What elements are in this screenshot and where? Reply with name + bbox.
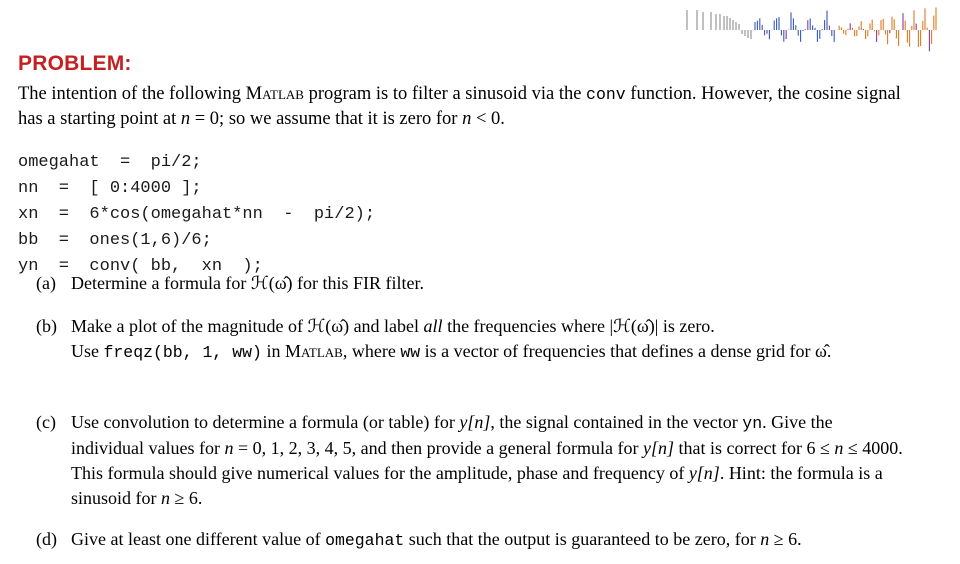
problem-intro: The intention of the following Matlab program is to filter a sinusoid via the conv function. However, the cosine signal has a starting point at n = 0; so we assume that it is zero for n < 0. (18, 84, 901, 129)
problem-heading: PROBLEM: (18, 52, 132, 75)
code-line: xn = 6*cos(omegahat*nn - pi/2); (18, 205, 376, 224)
signal-stem-plot-logo (683, 0, 941, 54)
matlab-name: Matlab (245, 84, 304, 104)
question-a: (a) Determine a formula for ℋ(ω̂) for this FIR filter. (36, 271, 904, 296)
omegahat-keyword: omegahat (325, 531, 405, 550)
question-label: (b) (36, 316, 57, 336)
question-label: (a) (36, 273, 56, 293)
code-line: bb = ones(1,6)/6; (18, 231, 212, 250)
question-label: (c) (36, 412, 56, 432)
freq-response-symbol: ℋ(ω̂) (250, 273, 293, 293)
code-line: nn = [ 0:4000 ]; (18, 179, 202, 198)
question-c: (c) Use convolution to determine a formula (or table) for y[n], the signal contained in the vector yn. Give the individual values for n = 0, 1, 2, 3, 4, 5, and then provide a general formula for y[n] that is correct for 6 ≤ n ≤ 4000. This formula should give numerical values for the amplitude, phase and frequency of y[n]. Hint: the formula is a sinusoid for n ≥ 6. (36, 412, 903, 508)
code-line: omegahat = pi/2; (18, 153, 202, 172)
freqz-call: freqz(bb, 1, ww) (103, 343, 262, 362)
matlab-code-block (18, 150, 375, 280)
question-label: (d) (36, 529, 57, 549)
conv-keyword: conv (586, 85, 626, 104)
question-b: (b) Make a plot of the magnitude of ℋ(ω̂) and label all the frequencies where |ℋ(ω̂)| is zero. Use freqz(bb, 1, ww) in Matlab, where ww is a vector of frequencies that defines a dense grid for ω̂. (36, 316, 832, 362)
question-d: (d) Give at least one different value of omegahat such that the output is guaranteed to be zero, for n ≥ 6. (36, 529, 802, 550)
code-line: yn = conv( bb, xn ); (18, 257, 263, 276)
